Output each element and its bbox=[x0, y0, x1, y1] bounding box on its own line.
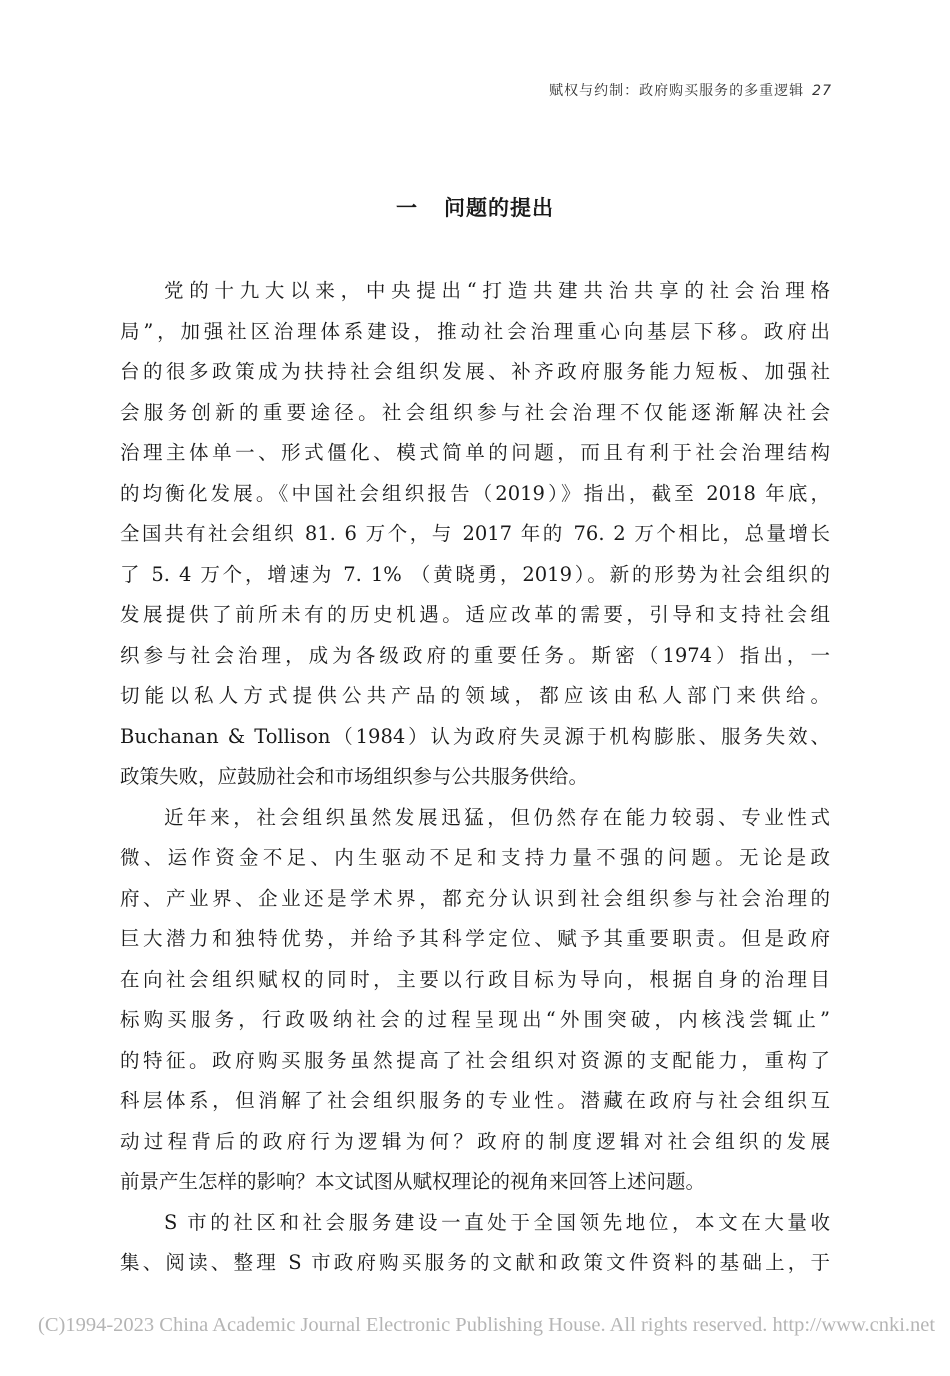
text-line: 动过程背后的政府行为逻辑为何？政府的制度逻辑对社会组织的发展 bbox=[120, 1129, 830, 1153]
text-line: 织参与社会治理，成为各级政府的重要任务。斯密（1974）指出，一 bbox=[120, 643, 830, 667]
text-line: Buchanan & Tollison（1984）认为政府失灵源于机构膨胀、服务失效、 bbox=[120, 724, 830, 748]
text-line: 全国共有社会组织 81. 6 万个，与 2017 年的 76. 2 万个相比，总量增长 bbox=[120, 522, 830, 545]
copyright-watermark: (C)1994-2023 China Academic Journal Electronic Publishing House. All rights reserved. http://www.cnki.net bbox=[38, 1314, 936, 1336]
text-line: 近年来，社会组织虽然发展迅猛，但仍然存在能力较弱、专业性式 bbox=[164, 805, 830, 829]
page-number: 27 bbox=[812, 83, 832, 99]
text-line: S 市的社区和社会服务建设一直处于全国领先地位，本文在大量收 bbox=[164, 1210, 830, 1234]
running-head bbox=[549, 80, 832, 100]
text-line: 局”，加强社区治理体系建设，推动社会治理重心向基层下移。政府出 bbox=[120, 319, 830, 343]
text-line: 政策失败，应鼓励社会和市场组织参与公共服务供给。 bbox=[120, 765, 589, 788]
text-line: 科层体系，但消解了社会组织服务的专业性。潜藏在政府与社会组织互 bbox=[120, 1089, 830, 1112]
text-line: 微、运作资金不足、内生驱动不足和支持力量不强的问题。无论是政 bbox=[120, 846, 830, 869]
text-line: 党的十九大以来，中央提出“打造共建共治共享的社会治理格 bbox=[164, 279, 830, 302]
section-number: 一 bbox=[396, 196, 418, 220]
body-text bbox=[120, 271, 830, 1284]
text-line: 集、阅读、整理 S 市政府购买服务的文献和政策文件资料的基础上，于 bbox=[120, 1251, 830, 1274]
text-line: 府、产业界、企业还是学术界，都充分认识到社会组织参与社会治理的 bbox=[120, 886, 830, 910]
text-line: 了 5. 4 万个，增速为 7. 1% （黄晓勇，2019）。新的形势为社会组织的 bbox=[120, 562, 830, 586]
running-title: 赋权与约制：政府购买服务的多重逻辑 bbox=[549, 83, 805, 99]
text-line: 治理主体单一、形式僵化、模式简单的问题，而且有利于社会治理结构 bbox=[120, 441, 830, 464]
text-line: 台的很多政策成为扶持社会组织发展、补齐政府服务能力短板、加强社 bbox=[120, 360, 830, 383]
text-line: 的均衡化发展。《中国社会组织报告（2019）》指出，截至 2018 年底， bbox=[120, 481, 830, 505]
text-line: 在向社会组织赋权的同时，主要以行政目标为导向，根据自身的治理目 bbox=[120, 967, 830, 991]
text-line: 巨大潜力和独特优势，并给予其科学定位、赋予其重要职责。但是政府 bbox=[120, 927, 830, 950]
text-line: 发展提供了前所未有的历史机遇。适应改革的需要，引导和支持社会组 bbox=[120, 603, 830, 626]
text-line: 前景产生怎样的影响？本文试图从赋权理论的视角来回答上述问题。 bbox=[120, 1170, 706, 1193]
text-line: 会服务创新的重要途径。社会组织参与社会治理不仅能逐渐解决社会 bbox=[120, 400, 830, 424]
section-heading bbox=[0, 192, 950, 222]
text-line: 切能以私人方式提供公共产品的领域，都应该由私人部门来供给。 bbox=[120, 684, 830, 707]
section-title: 问题的提出 bbox=[444, 196, 554, 220]
text-line: 的特征。政府购买服务虽然提高了社会组织对资源的支配能力，重构了 bbox=[120, 1048, 830, 1072]
text-line: 标购买服务，行政吸纳社会的过程呈现出“外围突破，内核浅尝辄止” bbox=[120, 1008, 830, 1031]
